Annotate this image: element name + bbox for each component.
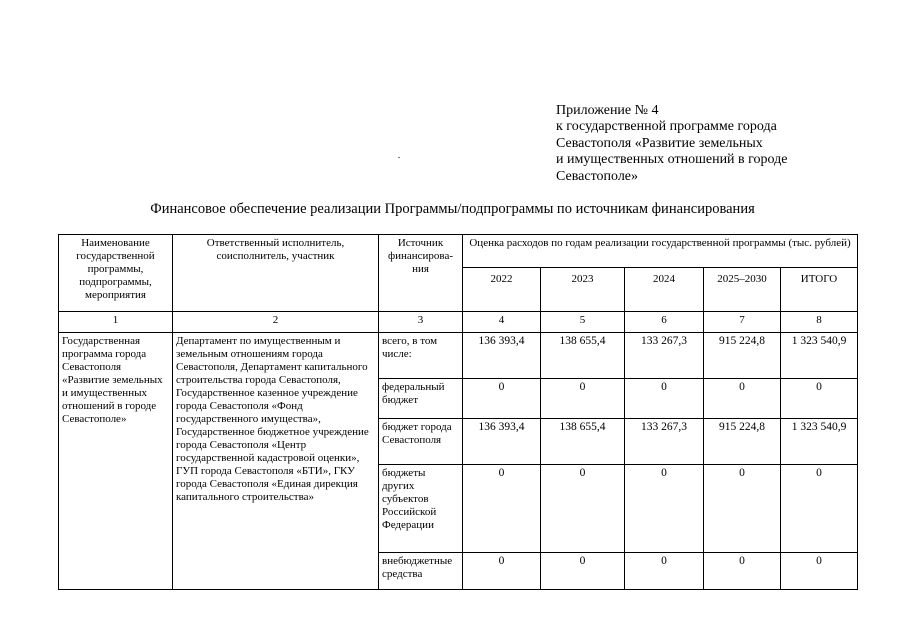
scan-speck (398, 157, 400, 158)
column-number: 7 (704, 312, 781, 333)
value-cell: 0 (541, 553, 625, 590)
column-number: 1 (59, 312, 173, 333)
executor-cell: Департамент по имущественным и земельным отношениям города Севастополя, Департамент капитального строительства города Севастополя, Государственное казенное учреждение города Севастополя «Фонд государственного имущества», Государственное бюджетное учреждение города Севастополя «Центр государственной кадастровой оценки», ГУП города Севастополя «БТИ», ГКУ города Севастополя «Единая дирекция капитального строительства» (173, 333, 379, 590)
column-number: 4 (463, 312, 541, 333)
appendix-line: и имущественных отношений в городе (556, 152, 788, 168)
header-source: Источник финансирова-ния (379, 235, 463, 312)
value-cell: 0 (781, 465, 858, 553)
appendix-line: Севастополе» (556, 168, 639, 184)
value-cell: 0 (463, 379, 541, 419)
value-cell: 138 655,4 (541, 419, 625, 465)
column-number: 6 (625, 312, 704, 333)
value-cell: 0 (704, 379, 781, 419)
value-cell: 0 (625, 465, 704, 553)
value-cell: 1 323 540,9 (781, 333, 858, 379)
value-cell: 0 (625, 379, 704, 419)
value-cell: 0 (463, 465, 541, 553)
value-cell: 0 (781, 553, 858, 590)
source-cell: бюджеты других субъектов Российской Федерации (379, 465, 463, 553)
value-cell: 133 267,3 (625, 333, 704, 379)
value-cell: 136 393,4 (463, 333, 541, 379)
header-year: 2023 (541, 268, 625, 312)
value-cell: 0 (781, 379, 858, 419)
source-cell: всего, в том числе: (379, 333, 463, 379)
header-total: ИТОГО (781, 268, 858, 312)
source-cell: федеральный бюджет (379, 379, 463, 419)
value-cell: 0 (541, 465, 625, 553)
value-cell: 0 (541, 379, 625, 419)
column-number: 3 (379, 312, 463, 333)
column-number: 2 (173, 312, 379, 333)
value-cell: 136 393,4 (463, 419, 541, 465)
column-number: 8 (781, 312, 858, 333)
appendix-note (556, 103, 876, 185)
program-name-cell: Государственная программа города Севастополя «Развитие земельных и имущественных отношений в городе Севастополе» (59, 333, 173, 590)
header-row (59, 235, 858, 268)
value-cell: 0 (704, 465, 781, 553)
source-cell: внебюджетные средства (379, 553, 463, 590)
header-year: 2025–2030 (704, 268, 781, 312)
appendix-line: Севастополя «Развитие земельных (556, 135, 763, 151)
header-name: Наименование государственной программы, подпрограммы, мероприятия (59, 235, 173, 312)
value-cell: 0 (704, 553, 781, 590)
header-executor: Ответственный исполнитель, соисполнитель, участник (173, 235, 379, 312)
source-cell: бюджет города Севастополя (379, 419, 463, 465)
value-cell: 133 267,3 (625, 419, 704, 465)
value-cell: 138 655,4 (541, 333, 625, 379)
table-row (59, 333, 858, 379)
value-cell: 0 (463, 553, 541, 590)
header-estimate: Оценка расходов по годам реализации государственной программы (тыс. рублей) (463, 235, 858, 268)
column-number: 5 (541, 312, 625, 333)
value-cell: 915 224,8 (704, 419, 781, 465)
appendix-line: Приложение № 4 (556, 103, 659, 118)
column-number-row (59, 312, 858, 333)
value-cell: 915 224,8 (704, 333, 781, 379)
value-cell: 0 (625, 553, 704, 590)
financing-table (58, 234, 858, 590)
appendix-line: к государственной программе города (556, 119, 777, 135)
header-year: 2022 (463, 268, 541, 312)
value-cell: 1 323 540,9 (781, 419, 858, 465)
document-title: Финансовое обеспечение реализации Программы/подпрограммы по источникам финансирования (150, 201, 755, 217)
header-year: 2024 (625, 268, 704, 312)
